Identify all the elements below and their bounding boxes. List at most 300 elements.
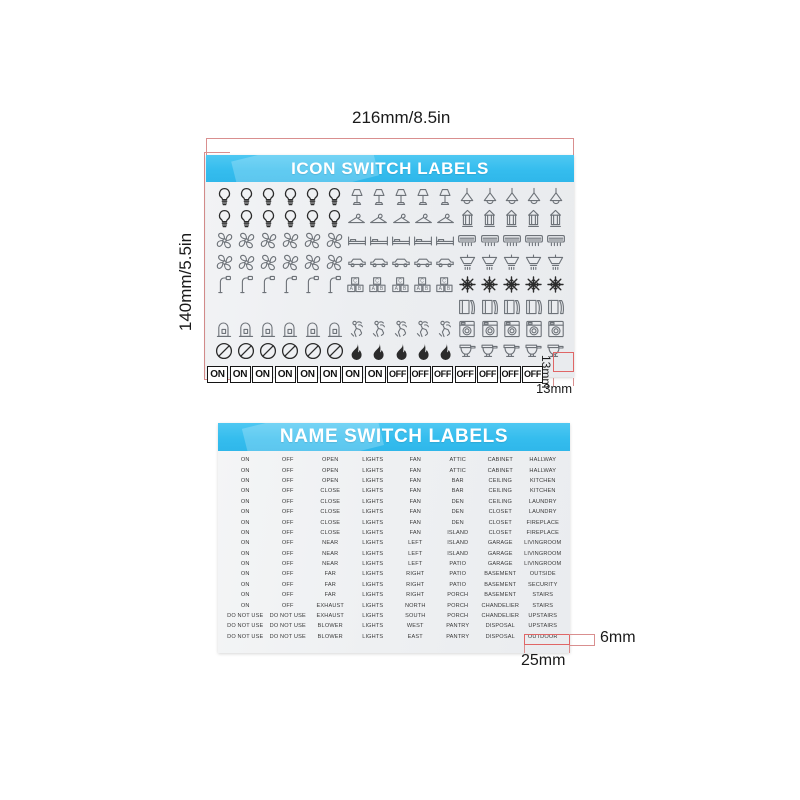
- name-label-cell: PATIO: [449, 561, 467, 568]
- abc-blocks-icon: [368, 274, 390, 295]
- cutlery-icon: [412, 296, 434, 317]
- car-icon: [412, 252, 434, 273]
- name-label-cell: BLOWER: [317, 633, 343, 640]
- name-label-cell: SOUTH: [405, 613, 426, 620]
- name-label-cell: DO NOT USE: [269, 633, 306, 640]
- table-lamp-icon: [346, 186, 368, 207]
- name-label-row: [224, 538, 564, 548]
- name-label-row: [224, 590, 564, 600]
- fan-icon: [279, 230, 301, 251]
- name-label-cell: LIVINGROOM: [524, 550, 562, 557]
- name-switch-labels-sheet: [218, 423, 570, 653]
- name-label-cell: PATIO: [449, 571, 467, 578]
- name-label-row: [224, 486, 564, 496]
- flame-icon: [368, 340, 390, 361]
- hanger-icon: [368, 208, 390, 229]
- nightstand-icon: [279, 296, 301, 317]
- svg-text:B: B: [424, 285, 428, 292]
- fan-icon: [302, 252, 324, 273]
- svg-text:B: B: [402, 285, 406, 292]
- switch-tag-on: ON: [230, 366, 251, 383]
- icon-sheet-header: [206, 155, 574, 182]
- cutlery-icon: [390, 296, 412, 317]
- street-lamp-icon: [279, 274, 301, 295]
- name-label-cell: UPSTAIRS: [528, 613, 558, 620]
- name-label-cell: WEST: [406, 623, 424, 630]
- name-label-cell: LAUNDRY: [528, 498, 557, 505]
- name-label-cell: DEN: [451, 498, 464, 505]
- name-label-cell: ON: [240, 457, 250, 464]
- name-label-cell: CLOSET: [488, 509, 512, 516]
- name-label-row: [224, 465, 564, 475]
- flame-icon: [412, 340, 434, 361]
- curtain-icon: [501, 296, 523, 317]
- name-sheet-header: [218, 423, 570, 451]
- name-label-cell: LIVINGROOM: [524, 540, 562, 547]
- abc-blocks-icon: [346, 274, 368, 295]
- dimension-label-icon-tag-height: 13mm: [539, 355, 553, 389]
- name-label-cell: FIREPLACE: [526, 519, 559, 526]
- mailbox-icon: [257, 318, 279, 339]
- name-label-cell: FAN: [409, 529, 421, 536]
- flame-icon: [390, 340, 412, 361]
- icon-row: [213, 186, 567, 207]
- icon-row: [213, 208, 567, 229]
- dimension-line-width-horizontal: [206, 138, 574, 139]
- washer-icon: [545, 318, 567, 339]
- no-entry-icon: [279, 340, 301, 361]
- curtain-icon: [523, 296, 545, 317]
- dimension-box-icon-tag: [553, 352, 574, 372]
- bed-icon: [434, 230, 456, 251]
- name-label-cell: LIGHTS: [362, 561, 384, 568]
- curtain-icon: [456, 296, 478, 317]
- name-label-cell: UPSTAIRS: [528, 623, 558, 630]
- hanger-icon: [412, 208, 434, 229]
- bulb-icon: [235, 186, 257, 207]
- name-label-cell: BAR: [451, 477, 464, 484]
- abc-blocks-icon: [434, 274, 456, 295]
- name-label-cell: ATTIC: [449, 457, 466, 464]
- name-label-cell: ON: [240, 519, 250, 526]
- onoff-tag-row: [206, 363, 574, 385]
- name-label-cell: LIGHTS: [362, 519, 384, 526]
- name-label-cell: FAR: [324, 592, 336, 599]
- fan-icon: [213, 252, 235, 273]
- name-label-cell: OFF: [281, 498, 294, 505]
- washer-icon: [456, 318, 478, 339]
- snowflake-icon: [501, 274, 523, 295]
- dimension-leader-name-tag-width-right: [569, 645, 570, 653]
- no-entry-icon: [257, 340, 279, 361]
- ceiling-light-icon: [501, 252, 523, 273]
- name-label-cell: PORCH: [447, 613, 469, 620]
- name-label-cell: OPEN: [322, 477, 339, 484]
- name-label-cell: DO NOT USE: [227, 633, 264, 640]
- name-label-cell: OFF: [281, 457, 294, 464]
- name-label-cell: PORCH: [447, 592, 469, 599]
- name-label-cell: OFF: [281, 540, 294, 547]
- name-label-cell: HALLWAY: [529, 457, 557, 464]
- name-label-cell: OFF: [281, 509, 294, 516]
- svg-text:A: A: [394, 285, 398, 292]
- name-label-cell: ISLAND: [447, 540, 469, 547]
- svg-text:A: A: [372, 285, 376, 292]
- switch-tag-on: ON: [342, 366, 363, 383]
- name-label-cell: LEFT: [408, 550, 423, 557]
- name-label-cell: NORTH: [404, 602, 426, 609]
- car-icon: [346, 252, 368, 273]
- no-entry-icon: [324, 340, 346, 361]
- name-label-cell: STAIRS: [532, 602, 554, 609]
- dimension-box-name-tag: [524, 634, 570, 645]
- dimension-label-sheet-width: 216mm/8.5in: [352, 108, 451, 127]
- name-label-cell: PANTRY: [446, 623, 470, 630]
- name-label-cell: ON: [240, 550, 250, 557]
- snowflake-icon: [456, 274, 478, 295]
- nightstand-icon: [257, 296, 279, 317]
- name-label-row: [224, 569, 564, 579]
- mailbox-icon: [213, 318, 235, 339]
- name-label-cell: LAUNDRY: [528, 509, 557, 516]
- name-label-cell: OFF: [281, 467, 294, 474]
- car-icon: [368, 252, 390, 273]
- lantern-icon: [456, 208, 478, 229]
- svg-text:C: C: [442, 278, 446, 284]
- name-label-cell: CEILING: [488, 498, 512, 505]
- air-conditioner-icon: [523, 230, 545, 251]
- fan-icon: [235, 230, 257, 251]
- name-label-cell: ON: [240, 581, 250, 588]
- bulb-icon: [324, 186, 346, 207]
- table-lamp-icon: [368, 186, 390, 207]
- hanger-icon: [434, 208, 456, 229]
- dimension-label-icon-tag-width: 13mm: [536, 381, 573, 396]
- no-entry-icon: [235, 340, 257, 361]
- fan-icon: [302, 230, 324, 251]
- lantern-icon: [523, 208, 545, 229]
- name-label-cell: LIGHTS: [362, 540, 384, 547]
- washer-icon: [479, 318, 501, 339]
- flame-icon: [434, 340, 456, 361]
- name-label-cell: ON: [240, 529, 250, 536]
- name-label-cell: LEFT: [408, 540, 423, 547]
- name-label-row: [224, 528, 564, 538]
- ceiling-light-icon: [545, 252, 567, 273]
- name-label-cell: CEILING: [488, 488, 512, 495]
- nightstand-icon: [324, 296, 346, 317]
- icon-sheet-title: ICON SWITCH LABELS: [291, 158, 489, 178]
- bulb-icon: [257, 186, 279, 207]
- sprinkler-icon: [434, 318, 456, 339]
- name-label-cell: FAN: [409, 519, 421, 526]
- name-label-cell: ON: [240, 602, 250, 609]
- air-conditioner-icon: [501, 230, 523, 251]
- pendant-light-icon: [501, 186, 523, 207]
- name-label-row: [224, 580, 564, 590]
- fan-icon: [235, 252, 257, 273]
- name-label-cell: CHANDELIER: [481, 602, 520, 609]
- dimension-line-height-vertical: [204, 152, 205, 380]
- bed-icon: [368, 230, 390, 251]
- fan-icon: [279, 252, 301, 273]
- name-label-cell: LIGHTS: [362, 623, 384, 630]
- name-label-cell: FAN: [409, 488, 421, 495]
- svg-text:A: A: [438, 285, 442, 292]
- name-label-cell: ON: [240, 477, 250, 484]
- sprinkler-icon: [412, 318, 434, 339]
- street-lamp-icon: [257, 274, 279, 295]
- table-lamp-icon: [412, 186, 434, 207]
- hanger-icon: [390, 208, 412, 229]
- name-label-cell: ON: [240, 498, 250, 505]
- switch-tag-on: ON: [297, 366, 318, 383]
- switch-tag-off: OFF: [455, 366, 476, 383]
- lantern-icon: [501, 208, 523, 229]
- street-lamp-icon: [213, 274, 235, 295]
- name-label-cell: ON: [240, 509, 250, 516]
- sprinkler-icon: [368, 318, 390, 339]
- dimension-label-name-tag-width: 25mm: [521, 652, 566, 669]
- name-label-cell: DEN: [451, 509, 464, 516]
- ceiling-light-icon: [523, 252, 545, 273]
- name-label-cell: ISLAND: [447, 550, 469, 557]
- flame-icon: [346, 340, 368, 361]
- street-lamp-icon: [235, 274, 257, 295]
- bulb-icon: [213, 208, 235, 229]
- dimension-leader-name-tag-height-bottom: [569, 645, 595, 646]
- name-label-cell: LIGHTS: [362, 509, 384, 516]
- name-label-cell: ON: [240, 571, 250, 578]
- name-label-cell: FAN: [409, 477, 421, 484]
- toilet-icon: [501, 340, 523, 361]
- fan-icon: [213, 230, 235, 251]
- name-label-cell: ON: [240, 561, 250, 568]
- svg-text:A: A: [349, 285, 354, 292]
- name-label-cell: FAN: [409, 498, 421, 505]
- mailbox-icon: [324, 318, 346, 339]
- name-label-cell: LIVINGROOM: [524, 561, 562, 568]
- nightstand-icon: [302, 296, 324, 317]
- name-label-row: [224, 611, 564, 621]
- bulb-icon: [235, 208, 257, 229]
- name-label-cell: ON: [240, 488, 250, 495]
- name-label-cell: EXHAUST: [316, 602, 344, 609]
- switch-tag-off: OFF: [410, 366, 431, 383]
- svg-text:B: B: [380, 285, 384, 292]
- name-label-cell: OUTSIDE: [529, 571, 556, 578]
- switch-tag-on: ON: [252, 366, 273, 383]
- name-label-row: [224, 497, 564, 507]
- name-label-cell: CHANDELIER: [481, 613, 520, 620]
- cutlery-icon: [434, 296, 456, 317]
- icon-row: [213, 318, 567, 339]
- bulb-icon: [213, 186, 235, 207]
- name-label-cell: FAN: [409, 509, 421, 516]
- name-label-row: [224, 621, 564, 631]
- lantern-icon: [479, 208, 501, 229]
- name-label-cell: ON: [240, 592, 250, 599]
- bulb-icon: [324, 208, 346, 229]
- name-label-cell: HALLWAY: [529, 467, 557, 474]
- name-label-cell: OFF: [281, 519, 294, 526]
- cutlery-icon: [368, 296, 390, 317]
- bed-icon: [390, 230, 412, 251]
- bulb-icon: [257, 208, 279, 229]
- icon-switch-labels-sheet: [206, 155, 574, 380]
- icon-row: [213, 274, 567, 295]
- name-label-cell: NEAR: [322, 561, 339, 568]
- street-lamp-icon: [324, 274, 346, 295]
- name-label-cell: EXHAUST: [316, 613, 344, 620]
- car-icon: [434, 252, 456, 273]
- dimension-label-sheet-height: 140mm/5.5in: [176, 232, 195, 332]
- nightstand-icon: [213, 296, 235, 317]
- ceiling-light-icon: [479, 252, 501, 273]
- name-label-cell: CLOSE: [320, 509, 341, 516]
- bulb-icon: [302, 186, 324, 207]
- switch-tag-off: OFF: [522, 366, 543, 383]
- name-label-cell: LEFT: [408, 561, 423, 568]
- sprinkler-icon: [346, 318, 368, 339]
- no-entry-icon: [213, 340, 235, 361]
- name-label-cell: CLOSET: [488, 529, 512, 536]
- name-label-cell: EAST: [407, 633, 423, 640]
- name-label-cell: ON: [240, 540, 250, 547]
- name-label-cell: OUTDOOR: [527, 633, 558, 640]
- name-label-cell: CEILING: [488, 477, 512, 484]
- icon-grid: [206, 182, 574, 363]
- name-label-cell: OFF: [281, 550, 294, 557]
- name-label-cell: ON: [240, 467, 250, 474]
- name-label-cell: OFF: [281, 602, 294, 609]
- name-label-cell: FAR: [324, 581, 336, 588]
- table-lamp-icon: [390, 186, 412, 207]
- name-label-cell: LIGHTS: [362, 571, 384, 578]
- name-label-cell: PATIO: [449, 581, 467, 588]
- switch-tag-off: OFF: [432, 366, 453, 383]
- name-label-cell: OFF: [281, 529, 294, 536]
- name-label-cell: PORCH: [447, 602, 469, 609]
- name-label-row: [224, 559, 564, 569]
- pendant-light-icon: [523, 186, 545, 207]
- ceiling-light-icon: [456, 252, 478, 273]
- name-label-row: [224, 632, 564, 642]
- toilet-icon: [456, 340, 478, 361]
- curtain-icon: [479, 296, 501, 317]
- name-label-cell: LIGHTS: [362, 633, 384, 640]
- name-label-row: [224, 476, 564, 486]
- name-label-cell: ISLAND: [447, 529, 469, 536]
- bed-icon: [346, 230, 368, 251]
- air-conditioner-icon: [545, 230, 567, 251]
- name-label-cell: NEAR: [322, 540, 339, 547]
- name-label-cell: CLOSE: [320, 498, 341, 505]
- name-label-cell: FAN: [409, 467, 421, 474]
- no-entry-icon: [302, 340, 324, 361]
- name-label-cell: CLOSE: [320, 529, 341, 536]
- name-label-cell: FAR: [324, 571, 336, 578]
- name-label-cell: SECURITY: [528, 581, 558, 588]
- name-label-cell: LIGHTS: [362, 581, 384, 588]
- name-label-cell: BLOWER: [317, 623, 343, 630]
- name-label-cell: DO NOT USE: [269, 623, 306, 630]
- fan-icon: [324, 230, 346, 251]
- name-label-cell: LIGHTS: [362, 457, 384, 464]
- toilet-icon: [479, 340, 501, 361]
- name-label-cell: GARAGE: [487, 540, 513, 547]
- switch-tag-on: ON: [365, 366, 386, 383]
- name-label-cell: OFF: [281, 581, 294, 588]
- cutlery-icon: [346, 296, 368, 317]
- name-label-cell: FIREPLACE: [526, 529, 559, 536]
- dimension-label-name-tag-height: 6mm: [600, 629, 636, 646]
- name-label-cell: BASEMENT: [484, 581, 517, 588]
- fan-icon: [257, 230, 279, 251]
- fan-icon: [324, 252, 346, 273]
- air-conditioner-icon: [479, 230, 501, 251]
- svg-text:C: C: [375, 278, 380, 284]
- name-label-cell: OFF: [281, 488, 294, 495]
- name-label-row: [224, 455, 564, 465]
- mailbox-icon: [235, 318, 257, 339]
- name-label-cell: CABINET: [487, 467, 513, 474]
- air-conditioner-icon: [456, 230, 478, 251]
- pendant-light-icon: [545, 186, 567, 207]
- name-label-cell: RIGHT: [406, 592, 425, 599]
- name-label-cell: OPEN: [322, 467, 339, 474]
- name-label-cell: LIGHTS: [362, 467, 384, 474]
- name-label-cell: CLOSE: [320, 488, 341, 495]
- name-label-cell: LIGHTS: [362, 488, 384, 495]
- name-label-cell: DISPOSAL: [485, 623, 515, 630]
- sprinkler-icon: [390, 318, 412, 339]
- name-label-cell: OFF: [281, 592, 294, 599]
- lantern-icon: [545, 208, 567, 229]
- abc-blocks-icon: [412, 274, 434, 295]
- name-label-cell: PANTRY: [446, 633, 470, 640]
- name-label-cell: RIGHT: [406, 581, 425, 588]
- name-label-table: [218, 451, 570, 645]
- icon-row: [213, 252, 567, 273]
- name-label-cell: KITCHEN: [529, 477, 556, 484]
- name-label-row: [224, 517, 564, 527]
- name-label-cell: OPEN: [322, 457, 339, 464]
- snowflake-icon: [523, 274, 545, 295]
- name-label-cell: OFF: [281, 477, 294, 484]
- table-lamp-icon: [434, 186, 456, 207]
- svg-text:C: C: [419, 278, 424, 284]
- name-label-cell: OFF: [281, 571, 294, 578]
- icon-row: [213, 230, 567, 251]
- curtain-icon: [545, 296, 567, 317]
- icon-row: [213, 296, 567, 317]
- car-icon: [390, 252, 412, 273]
- switch-tag-on: ON: [275, 366, 296, 383]
- name-label-cell: DO NOT USE: [269, 613, 306, 620]
- name-label-row: [224, 549, 564, 559]
- name-label-row: [224, 600, 564, 610]
- svg-text:C: C: [397, 278, 402, 284]
- dimension-leader-name-tag-height-top: [569, 634, 595, 635]
- name-label-cell: LIGHTS: [362, 613, 384, 620]
- name-label-cell: LIGHTS: [362, 602, 384, 609]
- name-label-cell: LIGHTS: [362, 529, 384, 536]
- switch-tag-on: ON: [320, 366, 341, 383]
- abc-blocks-icon: [390, 274, 412, 295]
- svg-text:A: A: [416, 285, 420, 292]
- dimension-leader-name-tag-height-right: [594, 634, 595, 645]
